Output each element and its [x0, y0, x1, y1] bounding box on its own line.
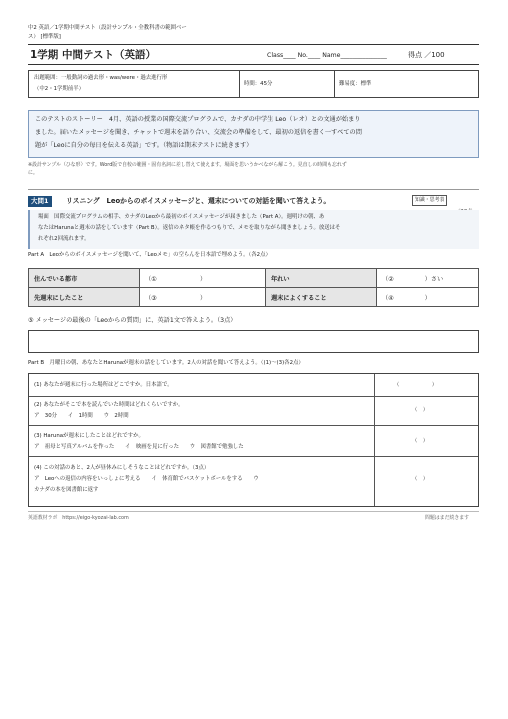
- answer-box-5[interactable]: [28, 330, 479, 353]
- leo-memo-table: [28, 268, 479, 307]
- page-title: 1学期 中間テスト（英語）: [30, 49, 157, 61]
- memo-label: 年れい: [266, 269, 377, 288]
- question-3-choices: ア 祖母と写真アルバムを作った イ 映画を見に行った ウ 図書館で勉強した: [34, 444, 244, 450]
- scene-line: なたはHarunaと週末の話をしています（Part B）。返信のネタ帳を作るつもりで、メモを取りながら聞きましょう。放送はそ: [38, 225, 341, 231]
- story-line: ました。届いたメッセージを聞き、チャットで週末を語り合い、交流会の準備をして、最初の返信を書く一すべての問: [35, 129, 362, 136]
- answer-blank-2[interactable]: （ ）: [412, 407, 429, 413]
- partB-instruction: Part B 月曜日の朝、あなたとHarunaが週末の話をしています。2人の対話を聞いて答えよう。（(1)～(3)各2点）: [28, 360, 304, 366]
- header-subtitle-line2: ス） [標準版]: [28, 34, 61, 40]
- row-divider: [29, 425, 478, 426]
- memo-label: 週末によくすること: [266, 288, 377, 307]
- footer-rule: [28, 511, 479, 512]
- partA-instruction: Part A Leoからのボイスメッセージを聞いて、「Leoメモ」の空らんを日本語で埋めよう。（各2点）: [28, 252, 271, 258]
- note-text: ※設計サンプル（ひな形）です。Word版で自校の範囲・固有名詞に差し替えて使えます。場面を思いうかべながら解こう。見直しの時間も忘れず: [28, 162, 347, 168]
- question-2: (2) あなたがそこで本を読んでいた時間はどれくらいですか。: [34, 402, 184, 408]
- header-rule-bottom: [28, 64, 479, 65]
- question-2-choices: ア 30分 イ 1時間 ウ 2時間: [34, 413, 129, 419]
- question-4-choices: ア Leoへの返信の内容をいっしょに考える イ 体育館でバスケットボールをする ウ: [34, 476, 259, 482]
- info-divider: [334, 71, 335, 97]
- memo-answer-blank[interactable]: （① ）: [140, 269, 266, 288]
- question-5: ⑤ メッセージの最後の「Leoからの質問」に、英語1文で答えよう。（3点）: [28, 317, 237, 324]
- footer-right: 問題はまだ続きます: [425, 515, 470, 521]
- level-text: 難易度：標準: [339, 81, 372, 87]
- memo-answer-blank[interactable]: （③ ）: [140, 288, 266, 307]
- answer-blank-3[interactable]: （ ）: [412, 438, 429, 444]
- header-rule-top: [28, 44, 479, 45]
- scene-box: [28, 210, 479, 249]
- question-4-choices-2: カナダの本を図書館に返す: [34, 487, 99, 493]
- answer-col-divider: [374, 374, 375, 506]
- question-3: (3) Harunaが週末にしたことはどれですか。: [34, 433, 144, 439]
- row-divider: [29, 396, 478, 397]
- info-table: [28, 70, 479, 98]
- question-1: (1) あなたが週末に行った場所はどこですか。日本語で。: [34, 382, 173, 388]
- table-row: [29, 269, 479, 288]
- memo-label: 住んでいる都市: [29, 269, 140, 288]
- section-title: リスニング Leoからのボイスメッセージと、週末についての対話を聞いて答えよう。: [66, 197, 331, 205]
- answer-blank-1[interactable]: （ ）: [394, 382, 438, 388]
- student-info-line: Class____ No.____ Name_______________: [267, 52, 387, 59]
- memo-label: 先週末にしたこと: [29, 288, 140, 307]
- header-subtitle-line1: 中2 英語／1学期中間テスト（設計サンプル・全教科書の範囲ベー: [28, 25, 187, 31]
- time-text: 時間：45分: [244, 81, 273, 87]
- question-4: (4) この対話のあと、2人が昼休みにしそうなことはどれですか。（3点）: [34, 465, 210, 471]
- skill-badge: 知識・思考表: [412, 195, 447, 206]
- range-text: 出題範囲：一般動詞の過去形・was/were・過去進行形: [34, 75, 168, 81]
- note-text-2: に。: [28, 170, 38, 176]
- range-text-2: （中2・1学期前半）: [34, 86, 84, 92]
- row-divider: [29, 456, 478, 457]
- section-divider: [28, 189, 479, 190]
- story-line: このテストのストーリー 4月、英語の授業の国際交流プログラムで、カナダの中学生 Leo（レオ）との文通が始まり: [35, 116, 361, 123]
- info-divider: [239, 71, 240, 97]
- story-line: 題が「Leoに自分の毎日を伝える英語」です。（物語は期末テストに続きます）: [35, 142, 253, 149]
- partB-table: [28, 373, 479, 507]
- scene-line: 場面 国際交流プログラムの相手、カナダのLeoから最初のボイスメッセージが届きました（Part A）。週明けの朝、あ: [38, 214, 325, 220]
- memo-answer-blank[interactable]: （④ ）: [377, 288, 479, 307]
- section-tag: 大問1: [28, 196, 52, 207]
- footer-left: 英語教材ラボ https://eigo-kyozai-lab.com: [28, 515, 129, 521]
- answer-blank-4[interactable]: （ ）: [412, 476, 429, 482]
- table-row: [29, 288, 479, 307]
- story-box: [28, 110, 479, 158]
- score-label: 得点 ／100: [408, 51, 445, 59]
- scene-line: れぞれ2回流れます。: [38, 236, 90, 242]
- memo-answer-blank[interactable]: （② ）さい: [377, 269, 479, 288]
